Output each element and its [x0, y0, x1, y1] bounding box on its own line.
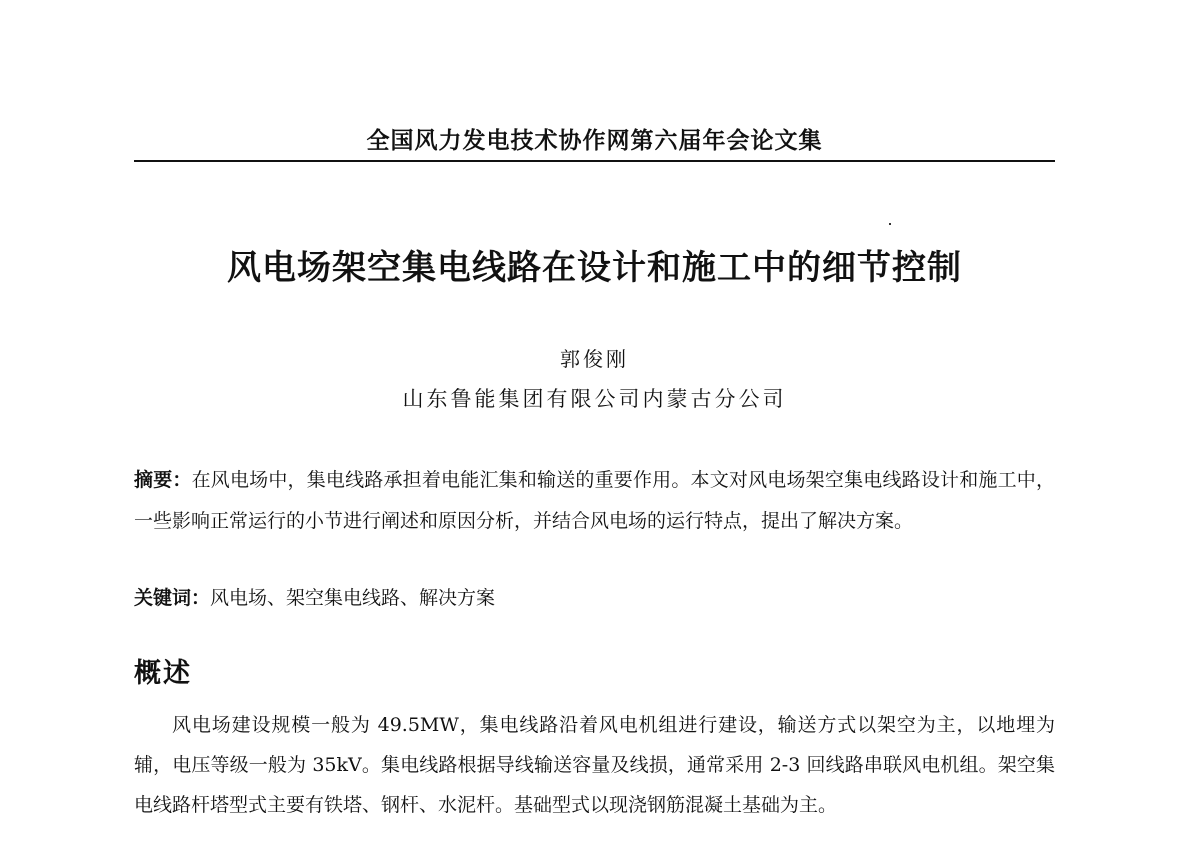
- author-name: 郭俊刚: [560, 347, 629, 371]
- keywords: [134, 583, 1055, 613]
- abstract-label: 摘要：: [134, 469, 192, 491]
- section-heading: 概述: [134, 658, 192, 689]
- author-affiliation: 山东鲁能集团有限公司内蒙古分公司: [402, 387, 787, 411]
- keywords-label: 关键词：: [134, 587, 211, 609]
- abstract: [134, 460, 1055, 542]
- running-head: 全国风力发电技术协作网第六届年会论文集: [366, 128, 823, 154]
- keywords-text: 风电场、架空集电线路、解决方案: [210, 587, 496, 609]
- header-rule: [134, 160, 1055, 162]
- paper-title: 风电场架空集电线路在设计和施工中的细节控制: [227, 248, 962, 288]
- abstract-text: 在风电场中，集电线路承担着电能汇集和输送的重要作用。本文对风电场架空集电线路设计和施工中，一些影响正常运行的小节进行阐述和原因分析，并结合风电场的运行特点，提出了解决方案。: [134, 469, 1055, 532]
- scan-speck: [889, 223, 891, 225]
- body-paragraph: 风电场建设规模一般为 49.5MW，集电线路沿着风电机组进行建设，输送方式以架空为主，以地埋为辅，电压等级一般为 35kV。集电线路根据导线输送容量及线损，通常采用 2-3 回线路串联风电机组。架空集电线路杆塔型式主要有铁塔、钢杆、水泥杆。基础型式以现浇钢筋混凝土基础为主。: [134, 714, 1055, 816]
